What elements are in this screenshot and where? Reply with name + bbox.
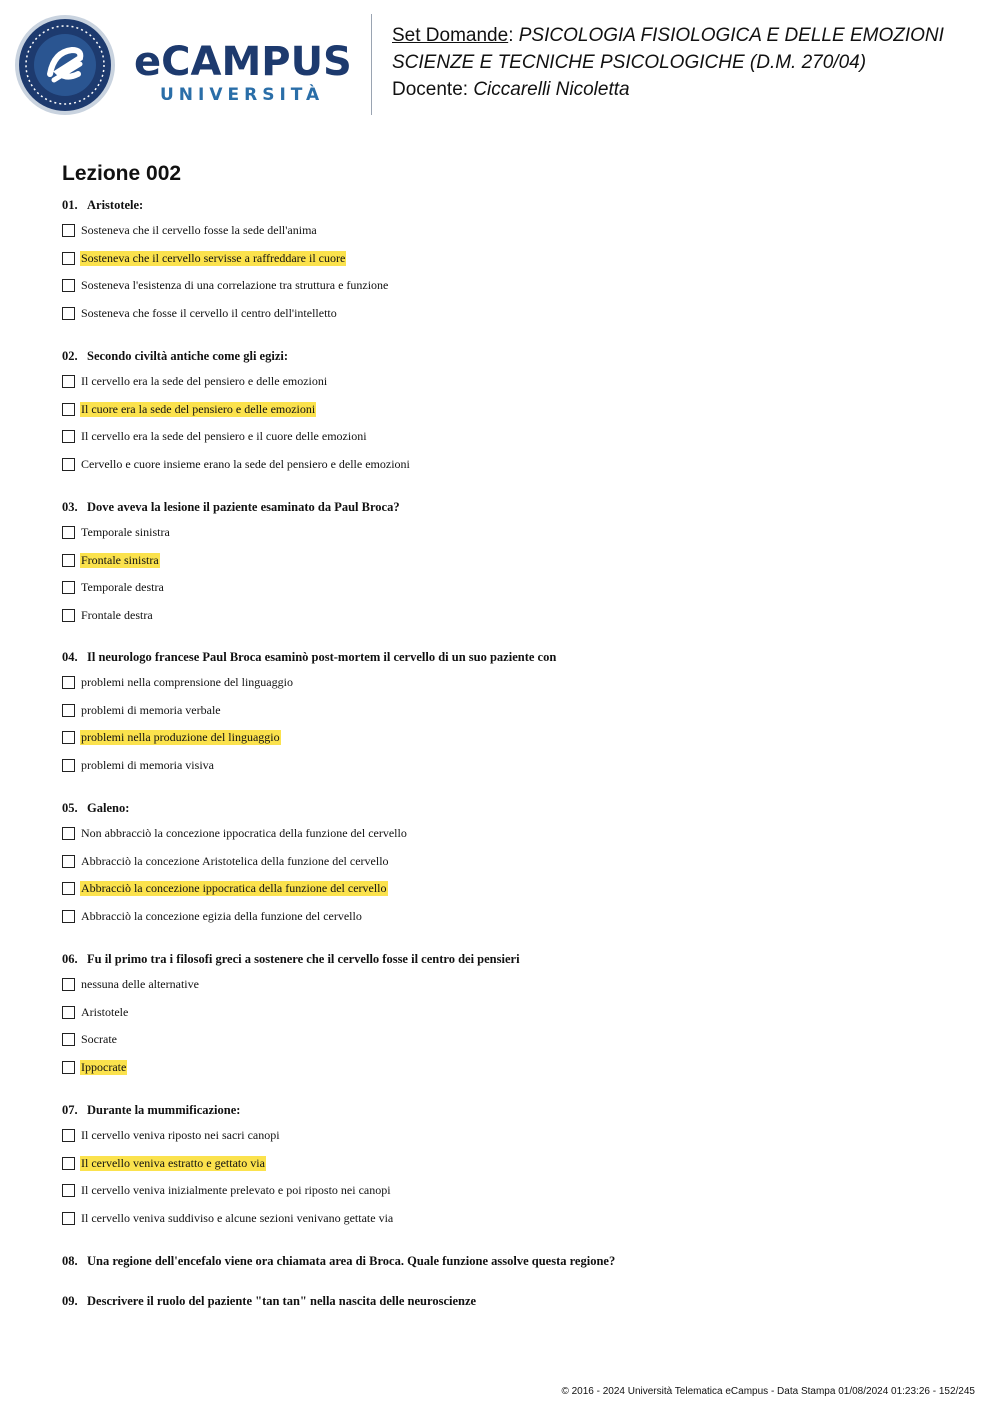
question-3 (62, 500, 400, 515)
question-1 (62, 198, 143, 213)
answer-checkbox[interactable] (62, 430, 75, 443)
set-label: Set Domande (392, 25, 509, 46)
question-7 (62, 1103, 240, 1118)
answer-checkbox[interactable] (62, 403, 75, 416)
answer-text-highlighted: Sosteneva che il cervello servisse a raffreddare il cuore (81, 250, 346, 265)
answer-checkbox[interactable] (62, 224, 75, 237)
docente-line (392, 76, 944, 103)
question-text: Secondo civiltà antiche come gli egizi: (87, 349, 289, 363)
answer-checkbox[interactable] (62, 554, 75, 567)
answer-text: problemi nella comprensione del linguaggio (81, 675, 293, 689)
course-name: PSICOLOGIA FISIOLOGICA E DELLE EMOZIONI (518, 25, 944, 46)
answer-text: Cervello e cuore insieme erano la sede del pensiero e delle emozioni (81, 457, 410, 472)
answer-text-highlighted: problemi nella produzione del linguaggio (81, 730, 280, 745)
answer-text: Il cervello veniva suddiviso e alcune sezioni venivano gettate via (81, 1211, 394, 1226)
question-text: Dove aveva la lesione il paziente esaminato da Paul Broca? (87, 500, 400, 514)
answer-text: Sosteneva che fosse il cervello il centro dell'intelletto (81, 306, 337, 321)
answer-checkbox[interactable] (62, 375, 75, 388)
question-text: Aristotele: (87, 198, 144, 212)
answer-checkbox[interactable] (62, 252, 75, 265)
answer-text: problemi di memoria verbale (81, 702, 221, 717)
answer-text: Temporale destra (81, 580, 164, 595)
document-header (0, 0, 1000, 130)
docente-label: Docente: (392, 79, 469, 100)
answer-checkbox[interactable] (62, 526, 75, 539)
lesson-title: Lezione 002 (62, 162, 182, 185)
answer-text: Temporale sinistra (81, 525, 170, 539)
question-text: Fu il primo tra i filosofi greci a sostenere che il cervello fosse il centro dei pensieri (87, 952, 520, 966)
answer-checkbox[interactable] (62, 676, 75, 689)
answer-text: Non abbracciò la concezione ippocratica della funzione del cervello (81, 826, 407, 840)
answer-checkbox[interactable] (62, 704, 75, 717)
question-text: Una regione dell'encefalo viene ora chiamata area di Broca. Quale funzione assolve questa regione? (87, 1254, 616, 1268)
question-text: Durante la mummificazione: (87, 1103, 241, 1117)
question-text: Il neurologo francese Paul Broca esaminò post-mortem il cervello di un suo paziente con (87, 650, 557, 664)
question-9 (62, 1294, 476, 1309)
answer-checkbox[interactable] (62, 1157, 75, 1170)
question-number: 03. (62, 500, 78, 514)
question-5 (62, 801, 129, 816)
question-text: Descrivere il ruolo del paziente "tan tan" nella nascita delle neuroscienze (87, 1294, 477, 1308)
answer-text: Il cervello veniva inizialmente prelevato e poi riposto nei canopi (81, 1183, 391, 1198)
question-number: 05. (62, 801, 78, 815)
answer-text-highlighted: Il cervello veniva estratto e gettato via (81, 1155, 265, 1170)
answer-checkbox[interactable] (62, 910, 75, 923)
answer-text-highlighted: Frontale sinistra (81, 552, 159, 567)
answer-checkbox[interactable] (62, 1006, 75, 1019)
answer-checkbox[interactable] (62, 731, 75, 744)
question-number: 02. (62, 349, 78, 363)
answer-checkbox[interactable] (62, 978, 75, 991)
answer-checkbox[interactable] (62, 1212, 75, 1225)
answer-text: problemi di memoria visiva (81, 758, 214, 773)
brand-subtitle: UNIVERSITÀ (160, 85, 325, 105)
course-line: Set Domande: PSICOLOGIA FISIOLOGICA E DELLE EMOZIONI (392, 25, 944, 46)
answer-checkbox[interactable] (62, 855, 75, 868)
brand-name: eCAMPUS (134, 39, 352, 85)
answer-text: Il cervello era la sede del pensiero e delle emozioni (81, 374, 328, 388)
answer-checkbox[interactable] (62, 759, 75, 772)
question-text: Galeno: (87, 801, 130, 815)
answer-text: Sosteneva l'esistenza di una correlazione tra struttura e funzione (81, 278, 389, 293)
question-number: 07. (62, 1103, 78, 1117)
answer-checkbox[interactable] (62, 307, 75, 320)
answer-checkbox[interactable] (62, 1184, 75, 1197)
question-6 (62, 952, 520, 967)
answer-text: Socrate (81, 1032, 117, 1047)
answer-text: Il cervello era la sede del pensiero e il cuore delle emozioni (81, 429, 367, 444)
ecampus-seal-logo (14, 14, 116, 116)
answer-text: Il cervello veniva riposto nei sacri canopi (81, 1128, 280, 1142)
answer-text-highlighted: Ippocrate (81, 1060, 127, 1075)
answer-checkbox[interactable] (62, 882, 75, 895)
answer-text-highlighted: Abbracciò la concezione ippocratica della funzione del cervello (81, 881, 387, 896)
answer-checkbox[interactable] (62, 1061, 75, 1074)
answer-checkbox[interactable] (62, 827, 75, 840)
answer-text: Abbracciò la concezione Aristotelica della funzione del cervello (81, 853, 389, 868)
answer-text: Sosteneva che il cervello fosse la sede dell'anima (81, 223, 317, 237)
answer-text: Aristotele (81, 1004, 129, 1019)
question-2 (62, 349, 288, 364)
course-info (392, 22, 944, 103)
answer-checkbox[interactable] (62, 458, 75, 471)
docente-name: Ciccarelli Nicoletta (473, 79, 630, 100)
question-number: 04. (62, 650, 78, 664)
answer-checkbox[interactable] (62, 1033, 75, 1046)
question-4 (62, 650, 556, 665)
answer-text: Abbracciò la concezione egizia della funzione del cervello (81, 909, 362, 924)
header-divider (371, 14, 372, 115)
answer-text: Frontale destra (81, 608, 153, 623)
page-footer: © 2016 - 2024 Università Telematica eCampus - Data Stampa 01/08/2024 01:23:26 - 152/245 (561, 1386, 975, 1397)
question-number: 01. (62, 198, 78, 212)
ecampus-wordmark (134, 40, 352, 106)
answer-checkbox[interactable] (62, 581, 75, 594)
answer-checkbox[interactable] (62, 1129, 75, 1142)
question-number: 06. (62, 952, 78, 966)
question-8 (62, 1254, 615, 1269)
answer-text-highlighted: Il cuore era la sede del pensiero e delle emozioni (81, 401, 316, 416)
degree-name: SCIENZE E TECNICHE PSICOLOGICHE (D.M. 270/04) (392, 52, 867, 73)
answer-checkbox[interactable] (62, 279, 75, 292)
answer-checkbox[interactable] (62, 609, 75, 622)
degree-line (392, 49, 944, 76)
question-number: 08. (62, 1254, 78, 1268)
answer-text: nessuna delle alternative (81, 977, 199, 991)
question-number: 09. (62, 1294, 78, 1308)
